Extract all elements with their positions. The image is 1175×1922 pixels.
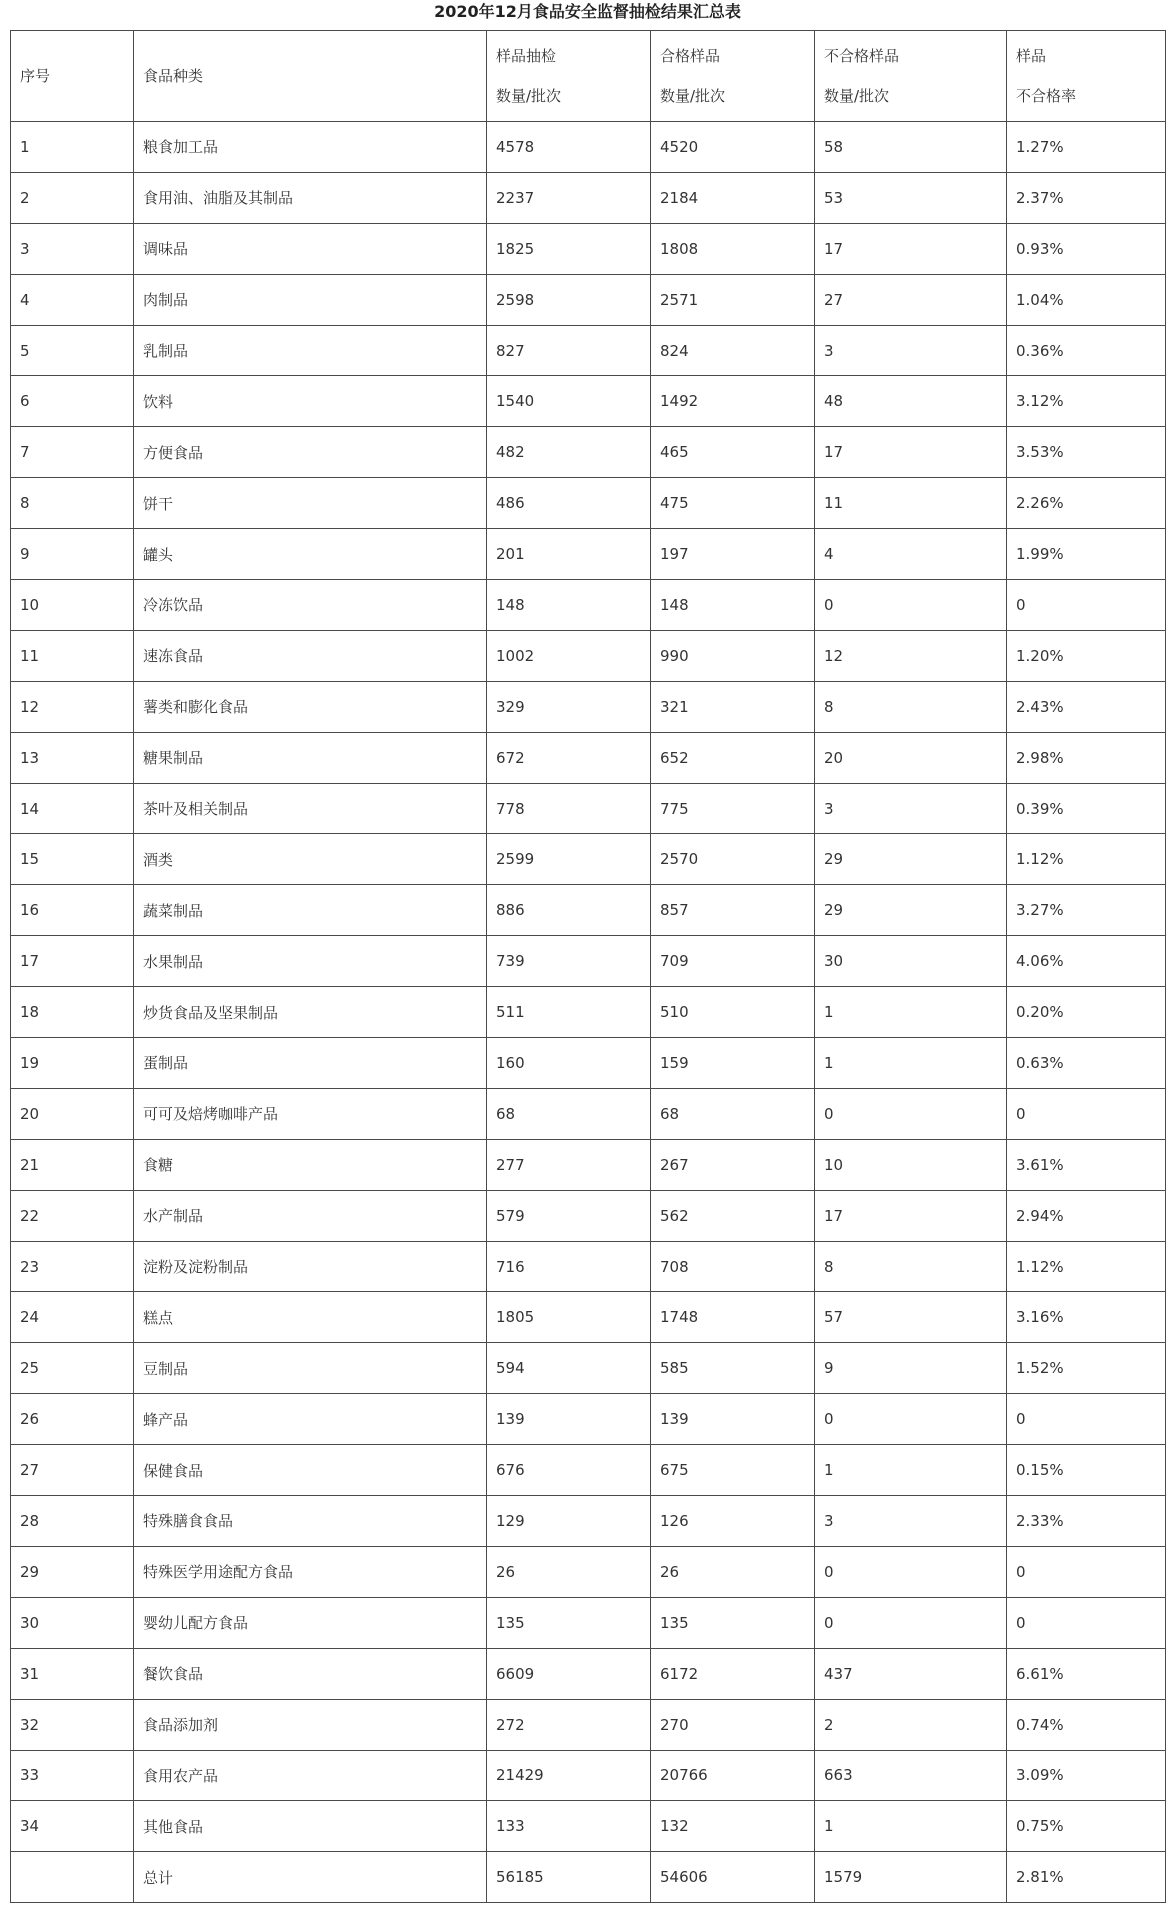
table-row xyxy=(11,325,1166,376)
table-row xyxy=(11,1750,1166,1801)
cell-seq: 15 xyxy=(11,834,134,885)
table-row xyxy=(11,732,1166,783)
cell-qualified: 135 xyxy=(651,1597,815,1648)
table-row xyxy=(11,1139,1166,1190)
cell-unqualified: 437 xyxy=(815,1648,1007,1699)
cell-seq: 32 xyxy=(11,1699,134,1750)
cell-qualified: 1492 xyxy=(651,376,815,427)
cell-seq: 7 xyxy=(11,427,134,478)
cell-category: 淀粉及淀粉制品 xyxy=(134,1241,487,1292)
cell-rate: 1.12% xyxy=(1007,834,1166,885)
cell-category: 豆制品 xyxy=(134,1343,487,1394)
cell-sampled: 148 xyxy=(487,580,651,631)
cell-sampled: 139 xyxy=(487,1394,651,1445)
cell-sampled: 594 xyxy=(487,1343,651,1394)
cell-qualified: 159 xyxy=(651,1038,815,1089)
cell-seq: 22 xyxy=(11,1190,134,1241)
cell-unqualified: 10 xyxy=(815,1139,1007,1190)
cell-qualified: 1808 xyxy=(651,223,815,274)
cell-unqualified: 29 xyxy=(815,834,1007,885)
cell-seq: 2 xyxy=(11,172,134,223)
cell-qualified: 148 xyxy=(651,580,815,631)
cell-unqualified: 1 xyxy=(815,987,1007,1038)
table-row xyxy=(11,1597,1166,1648)
cell-category: 可可及焙烤咖啡产品 xyxy=(134,1088,487,1139)
cell-unqualified: 663 xyxy=(815,1750,1007,1801)
cell-rate: 1.52% xyxy=(1007,1343,1166,1394)
header-seq: 序号 xyxy=(11,31,134,122)
cell-rate: 3.61% xyxy=(1007,1139,1166,1190)
cell-category: 饮料 xyxy=(134,376,487,427)
cell-rate: 3.12% xyxy=(1007,376,1166,427)
table-row xyxy=(11,223,1166,274)
table-row xyxy=(11,1546,1166,1597)
cell-rate: 6.61% xyxy=(1007,1648,1166,1699)
cell-category: 炒货食品及坚果制品 xyxy=(134,987,487,1038)
cell-category: 特殊医学用途配方食品 xyxy=(134,1546,487,1597)
cell-unqualified: 17 xyxy=(815,1190,1007,1241)
cell-seq: 19 xyxy=(11,1038,134,1089)
cell-seq: 34 xyxy=(11,1801,134,1852)
table-row xyxy=(11,1038,1166,1089)
cell-category: 蛋制品 xyxy=(134,1038,487,1089)
cell-unqualified: 8 xyxy=(815,1241,1007,1292)
table-title: 2020年12月食品安全监督抽检结果汇总表 xyxy=(434,2,741,21)
total-seq xyxy=(11,1852,134,1903)
cell-sampled: 1805 xyxy=(487,1292,651,1343)
cell-category: 酒类 xyxy=(134,834,487,885)
cell-category: 餐饮食品 xyxy=(134,1648,487,1699)
cell-category: 薯类和膨化食品 xyxy=(134,681,487,732)
cell-sampled: 1540 xyxy=(487,376,651,427)
cell-qualified: 267 xyxy=(651,1139,815,1190)
cell-category: 特殊膳食食品 xyxy=(134,1496,487,1547)
cell-sampled: 2237 xyxy=(487,172,651,223)
cell-category: 乳制品 xyxy=(134,325,487,376)
cell-seq: 18 xyxy=(11,987,134,1038)
cell-qualified: 775 xyxy=(651,783,815,834)
cell-category: 蔬菜制品 xyxy=(134,885,487,936)
cell-unqualified: 17 xyxy=(815,427,1007,478)
header-qualified xyxy=(651,31,815,122)
cell-unqualified: 0 xyxy=(815,580,1007,631)
header-qualified-line2: 数量/批次 xyxy=(660,87,726,105)
cell-seq: 3 xyxy=(11,223,134,274)
cell-unqualified: 8 xyxy=(815,681,1007,732)
cell-unqualified: 53 xyxy=(815,172,1007,223)
header-unqualified xyxy=(815,31,1007,122)
cell-qualified: 585 xyxy=(651,1343,815,1394)
cell-sampled: 482 xyxy=(487,427,651,478)
cell-category: 糕点 xyxy=(134,1292,487,1343)
cell-rate: 2.33% xyxy=(1007,1496,1166,1547)
cell-seq: 11 xyxy=(11,630,134,681)
cell-qualified: 562 xyxy=(651,1190,815,1241)
total-label: 总计 xyxy=(134,1852,487,1903)
cell-rate: 0 xyxy=(1007,580,1166,631)
cell-category: 食品添加剂 xyxy=(134,1699,487,1750)
total-sampled: 56185 xyxy=(487,1852,651,1903)
cell-unqualified: 17 xyxy=(815,223,1007,274)
header-row xyxy=(11,31,1166,122)
cell-unqualified: 0 xyxy=(815,1394,1007,1445)
table-row xyxy=(11,172,1166,223)
cell-unqualified: 30 xyxy=(815,936,1007,987)
cell-category: 水产制品 xyxy=(134,1190,487,1241)
cell-seq: 23 xyxy=(11,1241,134,1292)
cell-category: 食用油、油脂及其制品 xyxy=(134,172,487,223)
cell-sampled: 68 xyxy=(487,1088,651,1139)
cell-qualified: 465 xyxy=(651,427,815,478)
cell-sampled: 277 xyxy=(487,1139,651,1190)
cell-rate: 3.27% xyxy=(1007,885,1166,936)
cell-seq: 6 xyxy=(11,376,134,427)
header-rate xyxy=(1007,31,1166,122)
cell-seq: 27 xyxy=(11,1445,134,1496)
cell-unqualified: 29 xyxy=(815,885,1007,936)
cell-category: 糖果制品 xyxy=(134,732,487,783)
table-row xyxy=(11,834,1166,885)
cell-seq: 16 xyxy=(11,885,134,936)
cell-sampled: 135 xyxy=(487,1597,651,1648)
cell-seq: 26 xyxy=(11,1394,134,1445)
cell-seq: 31 xyxy=(11,1648,134,1699)
header-rate-line2: 不合格率 xyxy=(1016,87,1077,105)
cell-seq: 5 xyxy=(11,325,134,376)
cell-seq: 30 xyxy=(11,1597,134,1648)
cell-unqualified: 0 xyxy=(815,1597,1007,1648)
cell-sampled: 672 xyxy=(487,732,651,783)
cell-rate: 4.06% xyxy=(1007,936,1166,987)
cell-unqualified: 58 xyxy=(815,122,1007,173)
cell-rate: 0 xyxy=(1007,1546,1166,1597)
cell-seq: 8 xyxy=(11,478,134,529)
cell-rate: 0 xyxy=(1007,1597,1166,1648)
cell-sampled: 4578 xyxy=(487,122,651,173)
table-row xyxy=(11,681,1166,732)
cell-seq: 13 xyxy=(11,732,134,783)
cell-qualified: 6172 xyxy=(651,1648,815,1699)
cell-qualified: 709 xyxy=(651,936,815,987)
table-row xyxy=(11,783,1166,834)
cell-unqualified: 57 xyxy=(815,1292,1007,1343)
table-row xyxy=(11,580,1166,631)
table-row xyxy=(11,1088,1166,1139)
cell-unqualified: 3 xyxy=(815,783,1007,834)
table-row xyxy=(11,1394,1166,1445)
cell-seq: 25 xyxy=(11,1343,134,1394)
cell-rate: 1.27% xyxy=(1007,122,1166,173)
table-body xyxy=(11,122,1166,1903)
total-rate: 2.81% xyxy=(1007,1852,1166,1903)
cell-qualified: 475 xyxy=(651,478,815,529)
cell-rate: 3.16% xyxy=(1007,1292,1166,1343)
total-unqualified: 1579 xyxy=(815,1852,1007,1903)
cell-qualified: 26 xyxy=(651,1546,815,1597)
cell-sampled: 129 xyxy=(487,1496,651,1547)
cell-category: 冷冻饮品 xyxy=(134,580,487,631)
table-row xyxy=(11,376,1166,427)
cell-sampled: 133 xyxy=(487,1801,651,1852)
table-row xyxy=(11,1496,1166,1547)
cell-category: 肉制品 xyxy=(134,274,487,325)
table-row xyxy=(11,885,1166,936)
table-row xyxy=(11,936,1166,987)
cell-rate: 0.15% xyxy=(1007,1445,1166,1496)
cell-seq: 17 xyxy=(11,936,134,987)
table-row xyxy=(11,1292,1166,1343)
cell-sampled: 6609 xyxy=(487,1648,651,1699)
table-row xyxy=(11,630,1166,681)
cell-seq: 21 xyxy=(11,1139,134,1190)
cell-sampled: 2599 xyxy=(487,834,651,885)
cell-category: 粮食加工品 xyxy=(134,122,487,173)
cell-sampled: 21429 xyxy=(487,1750,651,1801)
cell-category: 其他食品 xyxy=(134,1801,487,1852)
cell-category: 食用农产品 xyxy=(134,1750,487,1801)
cell-rate: 2.94% xyxy=(1007,1190,1166,1241)
cell-category: 保健食品 xyxy=(134,1445,487,1496)
cell-sampled: 886 xyxy=(487,885,651,936)
cell-qualified: 4520 xyxy=(651,122,815,173)
cell-sampled: 676 xyxy=(487,1445,651,1496)
cell-category: 速冻食品 xyxy=(134,630,487,681)
cell-seq: 29 xyxy=(11,1546,134,1597)
cell-rate: 0.36% xyxy=(1007,325,1166,376)
cell-seq: 4 xyxy=(11,274,134,325)
total-qualified: 54606 xyxy=(651,1852,815,1903)
cell-rate: 2.98% xyxy=(1007,732,1166,783)
table-row xyxy=(11,1445,1166,1496)
cell-qualified: 990 xyxy=(651,630,815,681)
cell-rate: 0 xyxy=(1007,1394,1166,1445)
cell-rate: 0.74% xyxy=(1007,1699,1166,1750)
cell-qualified: 675 xyxy=(651,1445,815,1496)
cell-unqualified: 0 xyxy=(815,1088,1007,1139)
cell-unqualified: 20 xyxy=(815,732,1007,783)
table-row xyxy=(11,274,1166,325)
cell-sampled: 827 xyxy=(487,325,651,376)
cell-rate: 1.04% xyxy=(1007,274,1166,325)
table-row xyxy=(11,478,1166,529)
table-row xyxy=(11,1241,1166,1292)
header-sampled-line2: 数量/批次 xyxy=(496,87,562,105)
cell-qualified: 126 xyxy=(651,1496,815,1547)
cell-rate: 2.37% xyxy=(1007,172,1166,223)
header-rate-line1: 样品 xyxy=(1016,47,1047,65)
cell-sampled: 579 xyxy=(487,1190,651,1241)
cell-unqualified: 1 xyxy=(815,1038,1007,1089)
cell-sampled: 329 xyxy=(487,681,651,732)
header-qualified-line1: 合格样品 xyxy=(660,47,721,65)
cell-seq: 9 xyxy=(11,529,134,580)
cell-rate: 2.26% xyxy=(1007,478,1166,529)
cell-rate: 0.39% xyxy=(1007,783,1166,834)
cell-qualified: 197 xyxy=(651,529,815,580)
cell-qualified: 68 xyxy=(651,1088,815,1139)
cell-sampled: 511 xyxy=(487,987,651,1038)
cell-qualified: 510 xyxy=(651,987,815,1038)
header-category: 食品种类 xyxy=(134,31,487,122)
cell-unqualified: 2 xyxy=(815,1699,1007,1750)
cell-seq: 28 xyxy=(11,1496,134,1547)
table-row xyxy=(11,1648,1166,1699)
cell-qualified: 2571 xyxy=(651,274,815,325)
table-row xyxy=(11,987,1166,1038)
cell-sampled: 739 xyxy=(487,936,651,987)
cell-category: 婴幼儿配方食品 xyxy=(134,1597,487,1648)
cell-sampled: 716 xyxy=(487,1241,651,1292)
cell-qualified: 20766 xyxy=(651,1750,815,1801)
cell-sampled: 778 xyxy=(487,783,651,834)
cell-unqualified: 3 xyxy=(815,325,1007,376)
cell-seq: 1 xyxy=(11,122,134,173)
cell-rate: 0.20% xyxy=(1007,987,1166,1038)
cell-rate: 0.75% xyxy=(1007,1801,1166,1852)
cell-unqualified: 1 xyxy=(815,1445,1007,1496)
cell-rate: 1.99% xyxy=(1007,529,1166,580)
cell-unqualified: 1 xyxy=(815,1801,1007,1852)
cell-qualified: 139 xyxy=(651,1394,815,1445)
cell-sampled: 486 xyxy=(487,478,651,529)
cell-qualified: 824 xyxy=(651,325,815,376)
cell-category: 蜂产品 xyxy=(134,1394,487,1445)
cell-category: 食糖 xyxy=(134,1139,487,1190)
header-unqualified-line2: 数量/批次 xyxy=(824,87,890,105)
cell-rate: 0.63% xyxy=(1007,1038,1166,1089)
cell-sampled: 160 xyxy=(487,1038,651,1089)
cell-rate: 0.93% xyxy=(1007,223,1166,274)
cell-seq: 33 xyxy=(11,1750,134,1801)
cell-rate: 2.43% xyxy=(1007,681,1166,732)
cell-sampled: 272 xyxy=(487,1699,651,1750)
cell-category: 调味品 xyxy=(134,223,487,274)
cell-qualified: 857 xyxy=(651,885,815,936)
table-row xyxy=(11,1801,1166,1852)
cell-sampled: 26 xyxy=(487,1546,651,1597)
cell-category: 水果制品 xyxy=(134,936,487,987)
inspection-results-table xyxy=(10,30,1166,1903)
cell-seq: 10 xyxy=(11,580,134,631)
cell-category: 罐头 xyxy=(134,529,487,580)
cell-seq: 12 xyxy=(11,681,134,732)
header-unqualified-line1: 不合格样品 xyxy=(824,47,900,65)
cell-unqualified: 11 xyxy=(815,478,1007,529)
cell-unqualified: 0 xyxy=(815,1546,1007,1597)
table-row xyxy=(11,1699,1166,1750)
cell-qualified: 132 xyxy=(651,1801,815,1852)
cell-seq: 20 xyxy=(11,1088,134,1139)
cell-unqualified: 12 xyxy=(815,630,1007,681)
cell-category: 茶叶及相关制品 xyxy=(134,783,487,834)
cell-rate: 1.12% xyxy=(1007,1241,1166,1292)
table-row xyxy=(11,427,1166,478)
cell-rate: 3.09% xyxy=(1007,1750,1166,1801)
cell-qualified: 708 xyxy=(651,1241,815,1292)
header-sampled-line1: 样品抽检 xyxy=(496,47,557,65)
cell-rate: 1.20% xyxy=(1007,630,1166,681)
cell-qualified: 2184 xyxy=(651,172,815,223)
cell-unqualified: 48 xyxy=(815,376,1007,427)
cell-category: 方便食品 xyxy=(134,427,487,478)
cell-qualified: 321 xyxy=(651,681,815,732)
cell-rate: 3.53% xyxy=(1007,427,1166,478)
cell-sampled: 2598 xyxy=(487,274,651,325)
table-row xyxy=(11,122,1166,173)
cell-sampled: 1002 xyxy=(487,630,651,681)
cell-unqualified: 9 xyxy=(815,1343,1007,1394)
cell-unqualified: 3 xyxy=(815,1496,1007,1547)
cell-qualified: 270 xyxy=(651,1699,815,1750)
cell-qualified: 1748 xyxy=(651,1292,815,1343)
cell-qualified: 652 xyxy=(651,732,815,783)
cell-sampled: 201 xyxy=(487,529,651,580)
table-row xyxy=(11,529,1166,580)
cell-seq: 14 xyxy=(11,783,134,834)
cell-seq: 24 xyxy=(11,1292,134,1343)
cell-unqualified: 27 xyxy=(815,274,1007,325)
header-sampled xyxy=(487,31,651,122)
cell-sampled: 1825 xyxy=(487,223,651,274)
cell-rate: 0 xyxy=(1007,1088,1166,1139)
total-row xyxy=(11,1852,1166,1903)
cell-category: 饼干 xyxy=(134,478,487,529)
table-row xyxy=(11,1343,1166,1394)
cell-qualified: 2570 xyxy=(651,834,815,885)
table-row xyxy=(11,1190,1166,1241)
cell-unqualified: 4 xyxy=(815,529,1007,580)
